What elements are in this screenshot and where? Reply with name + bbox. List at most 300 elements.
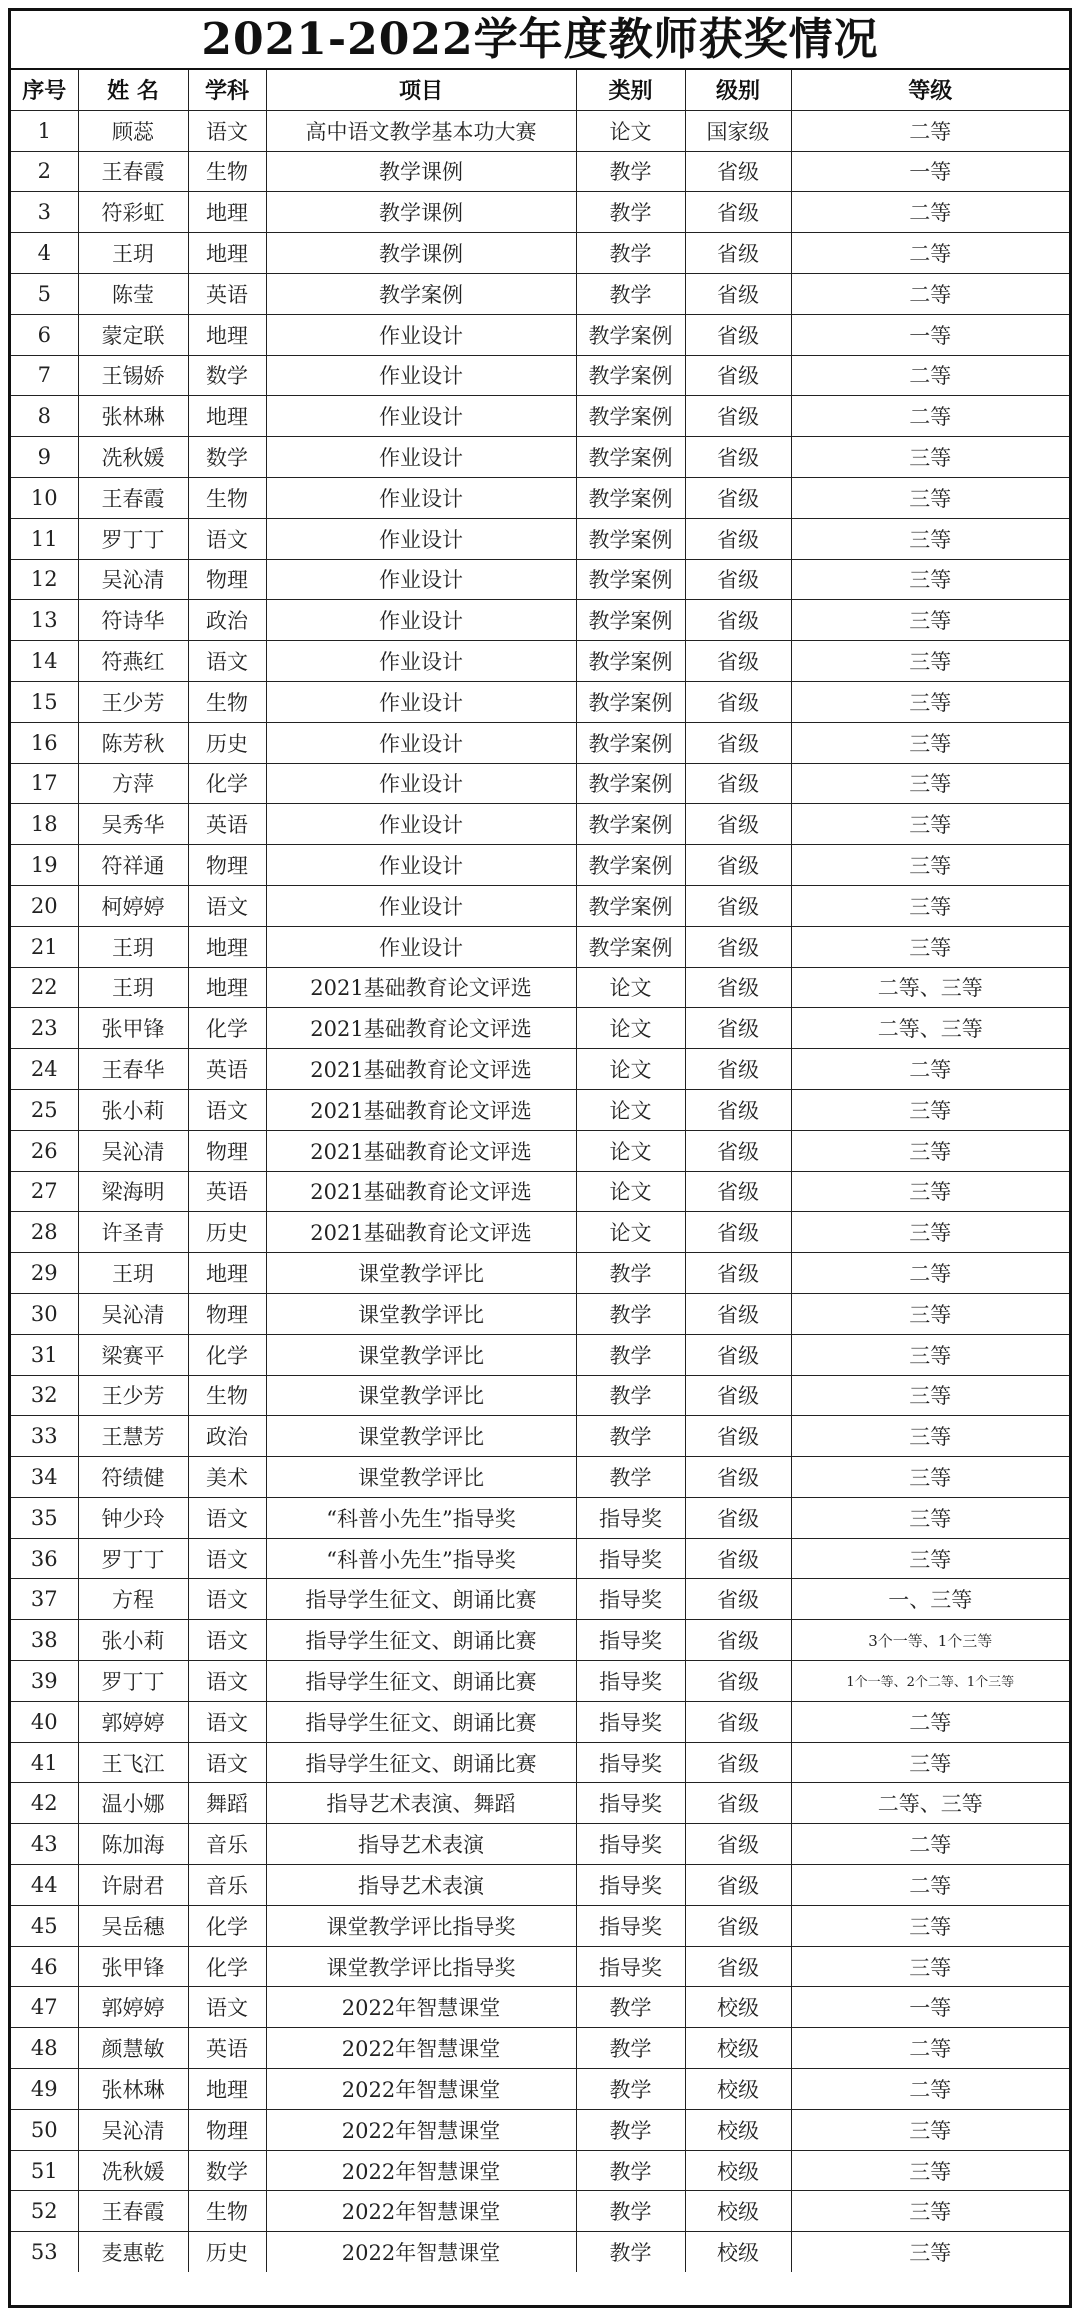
cell-level: 省级: [685, 1049, 791, 1090]
cell-index: 10: [11, 477, 78, 518]
cell-grade: 二等: [791, 1824, 1069, 1865]
table-row: [11, 1130, 1069, 1171]
cell-category: 指导奖: [576, 1497, 685, 1538]
cell-index: 29: [11, 1253, 78, 1294]
table-row: [11, 151, 1069, 192]
cell-subject: 物理: [188, 559, 266, 600]
cell-subject: 地理: [188, 396, 266, 437]
cell-grade: 三等: [791, 641, 1069, 682]
cell-project: 2021基础教育论文评选: [266, 1049, 576, 1090]
cell-project: 指导学生征文、朗诵比赛: [266, 1742, 576, 1783]
table-row: [11, 437, 1069, 478]
cell-level: 省级: [685, 1171, 791, 1212]
cell-grade: 三等: [791, 1334, 1069, 1375]
cell-name: 蒙定联: [78, 314, 188, 355]
cell-name: 冼秋媛: [78, 2150, 188, 2191]
cell-grade: 二等: [791, 1865, 1069, 1906]
cell-index: 2: [11, 151, 78, 192]
cell-level: 省级: [685, 1661, 791, 1702]
cell-project: 作业设计: [266, 804, 576, 845]
cell-grade: 二等: [791, 355, 1069, 396]
table-row: [11, 518, 1069, 559]
cell-index: 11: [11, 518, 78, 559]
cell-name: 符祥通: [78, 845, 188, 886]
cell-index: 13: [11, 600, 78, 641]
cell-subject: 音乐: [188, 1824, 266, 1865]
cell-category: 教学案例: [576, 559, 685, 600]
table-row: [11, 967, 1069, 1008]
table-row: [11, 2191, 1069, 2232]
cell-index: 47: [11, 1987, 78, 2028]
cell-level: 省级: [685, 600, 791, 641]
cell-category: 教学: [576, 2109, 685, 2150]
cell-grade: 1个一等、2个二等、1个三等: [791, 1661, 1069, 1702]
cell-subject: 政治: [188, 1416, 266, 1457]
cell-grade: 二等: [791, 2028, 1069, 2069]
cell-subject: 数学: [188, 355, 266, 396]
cell-subject: 语文: [188, 1987, 266, 2028]
cell-level: 校级: [685, 2109, 791, 2150]
cell-category: 教学: [576, 1334, 685, 1375]
cell-level: 省级: [685, 314, 791, 355]
cell-category: 教学案例: [576, 314, 685, 355]
cell-category: 教学案例: [576, 763, 685, 804]
cell-grade: 三等: [791, 559, 1069, 600]
cell-index: 34: [11, 1457, 78, 1498]
cell-index: 43: [11, 1824, 78, 1865]
cell-name: 张小莉: [78, 1620, 188, 1661]
cell-category: 教学: [576, 1987, 685, 2028]
cell-subject: 美术: [188, 1457, 266, 1498]
cell-index: 12: [11, 559, 78, 600]
table-row: [11, 2232, 1069, 2272]
cell-project: 2022年智慧课堂: [266, 2028, 576, 2069]
table-row: [11, 477, 1069, 518]
table-row: [11, 1171, 1069, 1212]
cell-level: 省级: [685, 273, 791, 314]
table-row: [11, 1008, 1069, 1049]
cell-category: 指导奖: [576, 1783, 685, 1824]
cell-project: “科普小先生”指导奖: [266, 1538, 576, 1579]
cell-category: 指导奖: [576, 1865, 685, 1906]
cell-index: 20: [11, 885, 78, 926]
table-row: [11, 1987, 1069, 2028]
cell-name: 温小娜: [78, 1783, 188, 1824]
cell-level: 省级: [685, 355, 791, 396]
cell-category: 教学: [576, 233, 685, 274]
table-row: [11, 2150, 1069, 2191]
cell-name: 陈莹: [78, 273, 188, 314]
cell-project: 2021基础教育论文评选: [266, 1008, 576, 1049]
cell-subject: 英语: [188, 2028, 266, 2069]
table-row: [11, 1212, 1069, 1253]
cell-name: 罗丁丁: [78, 518, 188, 559]
cell-index: 19: [11, 845, 78, 886]
cell-index: 3: [11, 192, 78, 233]
cell-category: 教学案例: [576, 845, 685, 886]
cell-level: 省级: [685, 1946, 791, 1987]
cell-index: 40: [11, 1701, 78, 1742]
cell-project: 2021基础教育论文评选: [266, 1171, 576, 1212]
cell-name: 王玥: [78, 967, 188, 1008]
cell-index: 5: [11, 273, 78, 314]
cell-grade: 一、三等: [791, 1579, 1069, 1620]
cell-index: 50: [11, 2109, 78, 2150]
cell-level: 省级: [685, 1620, 791, 1661]
cell-name: 顾蕊: [78, 110, 188, 151]
cell-subject: 语文: [188, 1620, 266, 1661]
cell-grade: 三等: [791, 1742, 1069, 1783]
cell-category: 教学: [576, 1416, 685, 1457]
cell-grade: 三等: [791, 2232, 1069, 2272]
cell-grade: 二等: [791, 233, 1069, 274]
table-row: [11, 1253, 1069, 1294]
cell-subject: 英语: [188, 273, 266, 314]
cell-index: 42: [11, 1783, 78, 1824]
cell-category: 教学案例: [576, 600, 685, 641]
table-row: [11, 641, 1069, 682]
cell-subject: 语文: [188, 641, 266, 682]
cell-category: 指导奖: [576, 1620, 685, 1661]
cell-level: 省级: [685, 1701, 791, 1742]
table-row: [11, 273, 1069, 314]
cell-subject: 语文: [188, 1089, 266, 1130]
cell-grade: 三等: [791, 1089, 1069, 1130]
cell-index: 18: [11, 804, 78, 845]
cell-project: 2022年智慧课堂: [266, 1987, 576, 2028]
cell-level: 省级: [685, 641, 791, 682]
cell-subject: 历史: [188, 722, 266, 763]
cell-name: 符绩健: [78, 1457, 188, 1498]
cell-subject: 语文: [188, 885, 266, 926]
cell-name: 张小莉: [78, 1089, 188, 1130]
cell-name: 罗丁丁: [78, 1661, 188, 1702]
cell-level: 省级: [685, 1579, 791, 1620]
cell-grade: 二等: [791, 192, 1069, 233]
table-row: [11, 2028, 1069, 2069]
cell-level: 省级: [685, 763, 791, 804]
cell-grade: 三等: [791, 600, 1069, 641]
cell-name: 陈芳秋: [78, 722, 188, 763]
table-row: [11, 192, 1069, 233]
cell-project: 教学案例: [266, 273, 576, 314]
cell-project: 指导学生征文、朗诵比赛: [266, 1579, 576, 1620]
cell-category: 教学: [576, 1375, 685, 1416]
cell-project: 课堂教学评比指导奖: [266, 1905, 576, 1946]
cell-category: 指导奖: [576, 1824, 685, 1865]
cell-index: 8: [11, 396, 78, 437]
cell-grade: 三等: [791, 2191, 1069, 2232]
table-row: [11, 1497, 1069, 1538]
cell-grade: 三等: [791, 1375, 1069, 1416]
cell-grade: 三等: [791, 2109, 1069, 2150]
cell-category: 指导奖: [576, 1579, 685, 1620]
cell-name: 王玥: [78, 233, 188, 274]
table-row: [11, 1905, 1069, 1946]
cell-grade: 三等: [791, 1416, 1069, 1457]
cell-subject: 数学: [188, 2150, 266, 2191]
cell-project: “科普小先生”指导奖: [266, 1497, 576, 1538]
cell-name: 冼秋媛: [78, 437, 188, 478]
cell-project: 课堂教学评比: [266, 1457, 576, 1498]
cell-project: 2022年智慧课堂: [266, 2109, 576, 2150]
cell-grade: 二等: [791, 1253, 1069, 1294]
cell-grade: 三等: [791, 885, 1069, 926]
table-row: [11, 1089, 1069, 1130]
cell-project: 教学课例: [266, 233, 576, 274]
cell-category: 指导奖: [576, 1661, 685, 1702]
cell-index: 25: [11, 1089, 78, 1130]
cell-name: 许尉君: [78, 1865, 188, 1906]
cell-project: 指导艺术表演、舞蹈: [266, 1783, 576, 1824]
cell-level: 省级: [685, 1130, 791, 1171]
cell-name: 郭婷婷: [78, 1987, 188, 2028]
cell-project: 2022年智慧课堂: [266, 2232, 576, 2272]
cell-level: 省级: [685, 1253, 791, 1294]
cell-subject: 地理: [188, 1253, 266, 1294]
cell-project: 2021基础教育论文评选: [266, 1212, 576, 1253]
cell-name: 麦惠乾: [78, 2232, 188, 2272]
cell-project: 作业设计: [266, 314, 576, 355]
cell-grade: 三等: [791, 2150, 1069, 2191]
cell-project: 作业设计: [266, 518, 576, 559]
table-row: [11, 600, 1069, 641]
cell-index: 45: [11, 1905, 78, 1946]
cell-category: 教学: [576, 2069, 685, 2110]
cell-index: 14: [11, 641, 78, 682]
table-row: [11, 1783, 1069, 1824]
cell-name: 郭婷婷: [78, 1701, 188, 1742]
cell-level: 校级: [685, 1987, 791, 2028]
table-row: [11, 1049, 1069, 1090]
cell-name: 符彩虹: [78, 192, 188, 233]
table-row: [11, 1579, 1069, 1620]
cell-category: 教学: [576, 1457, 685, 1498]
table-row: [11, 804, 1069, 845]
cell-name: 方萍: [78, 763, 188, 804]
cell-index: 17: [11, 763, 78, 804]
cell-category: 指导奖: [576, 1701, 685, 1742]
cell-name: 吴沁清: [78, 2109, 188, 2150]
cell-name: 吴沁清: [78, 1293, 188, 1334]
cell-subject: 地理: [188, 2069, 266, 2110]
cell-grade: 三等: [791, 437, 1069, 478]
cell-project: 作业设计: [266, 437, 576, 478]
cell-level: 省级: [685, 1742, 791, 1783]
cell-name: 王春霞: [78, 2191, 188, 2232]
cell-project: 作业设计: [266, 681, 576, 722]
cell-grade: 二等: [791, 1049, 1069, 1090]
cell-grade: 二等、三等: [791, 1008, 1069, 1049]
cell-category: 教学案例: [576, 437, 685, 478]
cell-name: 钟少玲: [78, 1497, 188, 1538]
cell-category: 论文: [576, 1008, 685, 1049]
cell-subject: 语文: [188, 1742, 266, 1783]
table-row: [11, 1701, 1069, 1742]
cell-level: 国家级: [685, 110, 791, 151]
awards-table: [11, 70, 1069, 2272]
cell-grade: 三等: [791, 1171, 1069, 1212]
cell-subject: 音乐: [188, 1865, 266, 1906]
cell-category: 教学案例: [576, 477, 685, 518]
cell-name: 王锡娇: [78, 355, 188, 396]
header-category: 类别: [576, 70, 685, 110]
cell-level: 省级: [685, 437, 791, 478]
cell-subject: 物理: [188, 1293, 266, 1334]
cell-name: 张甲锋: [78, 1946, 188, 1987]
cell-category: 教学案例: [576, 722, 685, 763]
cell-name: 符燕红: [78, 641, 188, 682]
cell-index: 7: [11, 355, 78, 396]
cell-project: 高中语文教学基本功大赛: [266, 110, 576, 151]
cell-level: 省级: [685, 1293, 791, 1334]
table-row: [11, 110, 1069, 151]
cell-name: 王玥: [78, 1253, 188, 1294]
cell-index: 28: [11, 1212, 78, 1253]
cell-level: 省级: [685, 804, 791, 845]
cell-project: 课堂教学评比指导奖: [266, 1946, 576, 1987]
table-row: [11, 763, 1069, 804]
cell-subject: 生物: [188, 1375, 266, 1416]
cell-name: 罗丁丁: [78, 1538, 188, 1579]
cell-grade: 3个一等、1个三等: [791, 1620, 1069, 1661]
cell-index: 52: [11, 2191, 78, 2232]
cell-project: 2021基础教育论文评选: [266, 1089, 576, 1130]
cell-subject: 地理: [188, 926, 266, 967]
cell-level: 省级: [685, 1212, 791, 1253]
cell-category: 教学: [576, 2028, 685, 2069]
cell-project: 作业设计: [266, 763, 576, 804]
cell-level: 校级: [685, 2028, 791, 2069]
cell-name: 梁赛平: [78, 1334, 188, 1375]
cell-index: 9: [11, 437, 78, 478]
cell-subject: 地理: [188, 314, 266, 355]
cell-level: 省级: [685, 885, 791, 926]
table-row: [11, 2069, 1069, 2110]
cell-project: 教学课例: [266, 192, 576, 233]
cell-name: 张林琳: [78, 396, 188, 437]
cell-name: 陈加海: [78, 1824, 188, 1865]
cell-level: 省级: [685, 1865, 791, 1906]
cell-category: 教学案例: [576, 681, 685, 722]
cell-level: 省级: [685, 192, 791, 233]
cell-name: 吴岳穗: [78, 1905, 188, 1946]
cell-subject: 语文: [188, 1661, 266, 1702]
cell-subject: 数学: [188, 437, 266, 478]
table-row: [11, 1865, 1069, 1906]
cell-project: 2021基础教育论文评选: [266, 1130, 576, 1171]
cell-grade: 三等: [791, 1497, 1069, 1538]
cell-subject: 生物: [188, 151, 266, 192]
cell-project: 指导艺术表演: [266, 1865, 576, 1906]
header-level: 级别: [685, 70, 791, 110]
cell-subject: 物理: [188, 2109, 266, 2150]
cell-subject: 历史: [188, 1212, 266, 1253]
cell-category: 指导奖: [576, 1742, 685, 1783]
cell-index: 38: [11, 1620, 78, 1661]
cell-project: 课堂教学评比: [266, 1416, 576, 1457]
table-row: [11, 722, 1069, 763]
cell-level: 省级: [685, 1457, 791, 1498]
cell-name: 梁海明: [78, 1171, 188, 1212]
table-row: [11, 1293, 1069, 1334]
table-row: [11, 1457, 1069, 1498]
cell-grade: 二等: [791, 2069, 1069, 2110]
table-row: [11, 559, 1069, 600]
cell-name: 王慧芳: [78, 1416, 188, 1457]
cell-project: 作业设计: [266, 641, 576, 682]
cell-level: 省级: [685, 477, 791, 518]
cell-level: 省级: [685, 1089, 791, 1130]
cell-category: 论文: [576, 1049, 685, 1090]
table-row: [11, 2109, 1069, 2150]
cell-index: 6: [11, 314, 78, 355]
cell-subject: 历史: [188, 2232, 266, 2272]
cell-level: 省级: [685, 1334, 791, 1375]
cell-project: 作业设计: [266, 396, 576, 437]
table-row: [11, 1538, 1069, 1579]
cell-index: 33: [11, 1416, 78, 1457]
cell-level: 校级: [685, 2191, 791, 2232]
cell-category: 指导奖: [576, 1538, 685, 1579]
cell-category: 教学: [576, 192, 685, 233]
cell-project: 课堂教学评比: [266, 1253, 576, 1294]
cell-grade: 二等、三等: [791, 967, 1069, 1008]
cell-project: 指导学生征文、朗诵比赛: [266, 1701, 576, 1742]
cell-category: 论文: [576, 110, 685, 151]
cell-subject: 化学: [188, 763, 266, 804]
cell-index: 27: [11, 1171, 78, 1212]
cell-project: 作业设计: [266, 477, 576, 518]
cell-subject: 生物: [188, 681, 266, 722]
table-row: [11, 1416, 1069, 1457]
cell-project: 2021基础教育论文评选: [266, 967, 576, 1008]
cell-index: 48: [11, 2028, 78, 2069]
cell-project: 指导学生征文、朗诵比赛: [266, 1620, 576, 1661]
cell-category: 论文: [576, 1089, 685, 1130]
cell-project: 作业设计: [266, 355, 576, 396]
cell-level: 省级: [685, 681, 791, 722]
cell-category: 教学案例: [576, 641, 685, 682]
cell-level: 省级: [685, 845, 791, 886]
cell-project: 教学课例: [266, 151, 576, 192]
cell-name: 王春霞: [78, 477, 188, 518]
cell-subject: 物理: [188, 1130, 266, 1171]
header-index: 序号: [11, 70, 78, 110]
cell-grade: 三等: [791, 1538, 1069, 1579]
table-row: [11, 233, 1069, 274]
cell-level: 省级: [685, 1416, 791, 1457]
cell-level: 校级: [685, 2150, 791, 2191]
cell-subject: 舞蹈: [188, 1783, 266, 1824]
cell-level: 省级: [685, 1538, 791, 1579]
cell-index: 53: [11, 2232, 78, 2272]
cell-index: 16: [11, 722, 78, 763]
cell-category: 教学: [576, 151, 685, 192]
table-row: [11, 1824, 1069, 1865]
cell-level: 省级: [685, 151, 791, 192]
cell-subject: 化学: [188, 1008, 266, 1049]
cell-index: 46: [11, 1946, 78, 1987]
cell-category: 教学案例: [576, 926, 685, 967]
cell-project: 作业设计: [266, 845, 576, 886]
table-row: [11, 885, 1069, 926]
cell-level: 省级: [685, 967, 791, 1008]
cell-name: 许圣青: [78, 1212, 188, 1253]
table-row: [11, 1375, 1069, 1416]
cell-index: 44: [11, 1865, 78, 1906]
cell-grade: 三等: [791, 1293, 1069, 1334]
